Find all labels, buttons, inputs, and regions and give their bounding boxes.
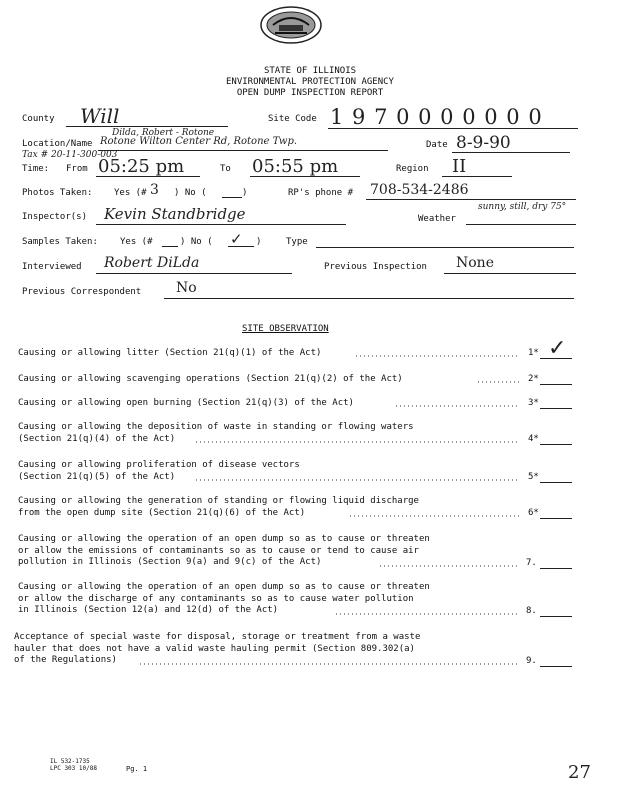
observation-num-7: 7. xyxy=(526,558,537,568)
photos-end: ) xyxy=(242,188,248,198)
observation-text-4: Causing or allowing the deposition of waste in standing or flowing waters (Section 21(q)(4) of the Act) xyxy=(18,422,414,444)
page-number: 27 xyxy=(568,762,591,783)
previous-inspection-value: None xyxy=(456,255,494,271)
site-observation-title: SITE OBSERVATION xyxy=(242,324,329,334)
observation-num-6: 6* xyxy=(528,508,539,518)
observation-num-2: 2* xyxy=(528,374,539,384)
samples-yes-label: Yes (# xyxy=(120,237,153,247)
type-label: Type xyxy=(286,237,308,247)
observation-text-2: Causing or allowing scavenging operations (Section 21(q)(2) of the Act) xyxy=(18,374,403,384)
samples-no-label: ) No ( xyxy=(180,237,213,247)
photos-count: 3 xyxy=(150,182,159,198)
weather-value: sunny, still, dry 75° xyxy=(478,202,567,212)
rp-phone-value: 708-534-2486 xyxy=(370,182,469,198)
county-label: County xyxy=(22,114,55,124)
weather-label: Weather xyxy=(418,214,456,224)
location-value-2: Rotone Wilton Center Rd, Rotone Twp. xyxy=(100,136,298,147)
observation-text-8: Causing or allowing the operation of an open dump so as to cause or threaten or allow the discharge of any contaminants so as to cause water pollution in Illinois (Section 12(a) and 12(d) of the Act) xyxy=(18,582,430,615)
photos-no-label: ) No ( xyxy=(174,188,207,198)
header-agency: ENVIRONMENTAL PROTECTION AGENCY xyxy=(226,77,394,87)
samples-end: ) xyxy=(256,237,262,247)
date-label: Date xyxy=(426,140,448,150)
photos-yes-label: Yes (# xyxy=(114,188,147,198)
location-label: Location/Name xyxy=(22,139,93,149)
tax-value: Tax # 20-11-300-003 xyxy=(22,150,118,160)
county-value: Will xyxy=(80,104,120,128)
photos-label: Photos Taken: xyxy=(22,188,93,198)
to-label: To xyxy=(220,164,231,174)
observation-num-9: 9. xyxy=(526,656,537,666)
header-state: STATE OF ILLINOIS xyxy=(263,66,357,76)
previous-inspection-label: Previous Inspection xyxy=(324,262,427,272)
observation-text-3: Causing or allowing open burning (Section 21(q)(3) of the Act) xyxy=(18,398,354,408)
observation-num-1: 1* xyxy=(528,348,539,358)
inspector-value: Kevin Standbridge xyxy=(104,205,246,223)
previous-correspondent-label: Previous Correspondent xyxy=(22,287,142,297)
rp-phone-label: RP's phone # xyxy=(288,188,354,198)
observation-num-4: 4* xyxy=(528,434,539,444)
observation-checkmark-1: ✓ xyxy=(548,336,567,361)
location-value-1: Dilda, Robert - Rotone xyxy=(112,128,215,138)
header-report-title: OPEN DUMP INSPECTION REPORT xyxy=(236,88,384,98)
observation-num-5: 5* xyxy=(528,472,539,482)
interviewed-label: Interviewed xyxy=(22,262,82,272)
region-label: Region xyxy=(396,164,429,174)
from-value: 05:25 pm xyxy=(98,156,185,177)
site-code-value: 1 9 7 0 0 0 0 0 0 0 xyxy=(330,105,543,129)
observation-text-5: Causing or allowing proliferation of disease vectors (Section 21(q)(5) of the Act) xyxy=(18,460,300,482)
samples-label: Samples Taken: xyxy=(22,237,98,247)
form-code-1: IL 532-1735 xyxy=(50,758,90,765)
observation-text-7: Causing or allowing the operation of an open dump so as to cause or threaten or allow the emissions of contaminants so as to cause or tend to cause air pollution in Illinois (Section 9(a) and 9(c) of the Act) xyxy=(18,534,430,567)
observation-text-1: Causing or allowing litter (Section 21(q)(1) of the Act) xyxy=(18,348,322,358)
page-indicator: Pg. 1 xyxy=(126,765,148,773)
site-code-label: Site Code xyxy=(268,114,317,124)
region-value: II xyxy=(452,156,467,177)
form-code-2: LPC 303 10/88 xyxy=(50,765,97,772)
time-label: Time: xyxy=(22,164,50,174)
observation-num-8: 8. xyxy=(526,606,537,616)
observation-text-6: Causing or allowing the generation of standing or flowing liquid discharge from the open dump site (Section 21(q)(6) of the Act) xyxy=(18,496,419,518)
from-label: From xyxy=(66,164,88,174)
to-value: 05:55 pm xyxy=(252,156,339,177)
observation-text-9: Acceptance of special waste for disposal, storage or treatment from a waste hauler that does not have a valid waste hauling permit (Section 809.302(a) of the Regulations) xyxy=(14,632,421,665)
samples-no-checkmark: ✓ xyxy=(230,230,243,248)
date-value: 8-9-90 xyxy=(456,133,511,153)
interviewed-value: Robert DiLda xyxy=(104,255,200,271)
inspector-label: Inspector(s) xyxy=(22,212,88,222)
observation-num-3: 3* xyxy=(528,398,539,408)
previous-correspondent-value: No xyxy=(176,280,197,296)
